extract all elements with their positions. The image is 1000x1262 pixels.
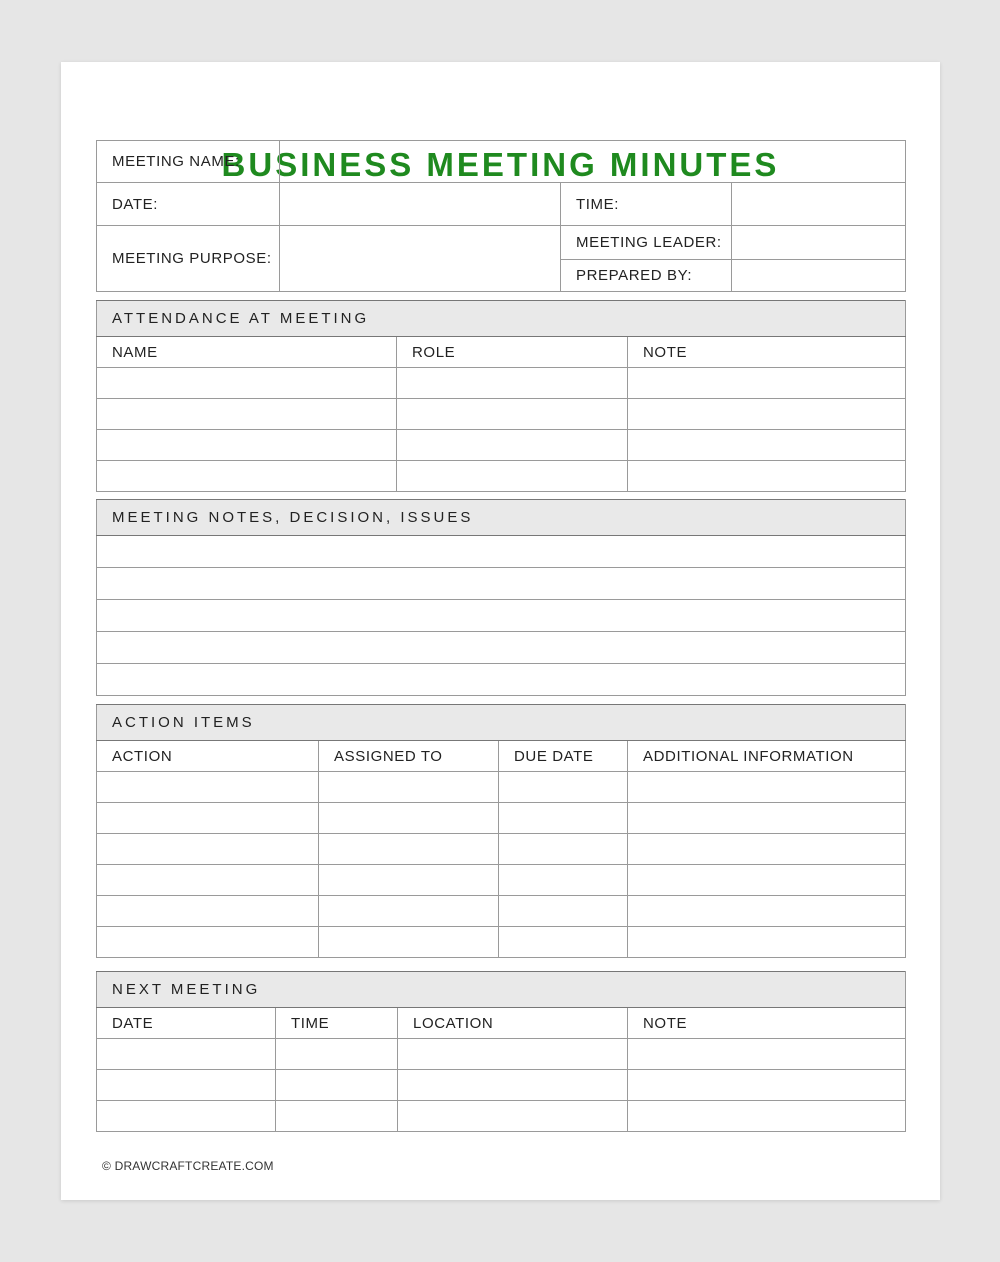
date-label: DATE: bbox=[97, 183, 280, 226]
next-meeting-table bbox=[96, 971, 906, 1132]
next-meeting-section-title: NEXT MEETING bbox=[97, 972, 906, 1008]
copyright-footer: © DRAWCRAFTCREATE.COM bbox=[102, 1159, 274, 1173]
due-date-cell[interactable] bbox=[499, 772, 628, 803]
column-header-action: ACTION bbox=[97, 741, 319, 772]
action-items-section-title: ACTION ITEMS bbox=[97, 705, 906, 741]
due-date-cell[interactable] bbox=[499, 865, 628, 896]
column-header-note: NOTE bbox=[628, 1008, 906, 1039]
note-line-field[interactable] bbox=[97, 536, 906, 568]
additional-info-cell[interactable] bbox=[628, 865, 906, 896]
action-cell[interactable] bbox=[97, 927, 319, 958]
time-cell[interactable] bbox=[276, 1039, 398, 1070]
name-cell[interactable] bbox=[97, 461, 397, 492]
note-cell[interactable] bbox=[628, 461, 906, 492]
note-cell[interactable] bbox=[628, 1039, 906, 1070]
additional-info-cell[interactable] bbox=[628, 896, 906, 927]
assigned-to-cell[interactable] bbox=[319, 834, 499, 865]
date-cell[interactable] bbox=[97, 1039, 276, 1070]
column-header-date: DATE bbox=[97, 1008, 276, 1039]
column-header-assigned-to: ASSIGNED TO bbox=[319, 741, 499, 772]
action-cell[interactable] bbox=[97, 896, 319, 927]
assigned-to-cell[interactable] bbox=[319, 865, 499, 896]
prepared-by-label: PREPARED BY: bbox=[561, 260, 732, 292]
note-line bbox=[97, 536, 906, 568]
column-header-location: LOCATION bbox=[398, 1008, 628, 1039]
role-cell[interactable] bbox=[397, 399, 628, 430]
note-cell[interactable] bbox=[628, 399, 906, 430]
action-cell[interactable] bbox=[97, 834, 319, 865]
note-line bbox=[97, 632, 906, 664]
note-cell[interactable] bbox=[628, 1101, 906, 1132]
column-header-additional-information: ADDITIONAL INFORMATION bbox=[628, 741, 906, 772]
note-line-field[interactable] bbox=[97, 600, 906, 632]
meeting-purpose-label: MEETING PURPOSE: bbox=[97, 226, 280, 292]
time-field[interactable] bbox=[732, 183, 906, 226]
table-row bbox=[97, 927, 906, 958]
action-cell[interactable] bbox=[97, 803, 319, 834]
note-line bbox=[97, 664, 906, 696]
meeting-info-table bbox=[96, 140, 906, 292]
location-cell[interactable] bbox=[398, 1101, 628, 1132]
attendance-section-title: ATTENDANCE AT MEETING bbox=[97, 301, 906, 337]
role-cell[interactable] bbox=[397, 461, 628, 492]
note-line-field[interactable] bbox=[97, 568, 906, 600]
column-header-note: NOTE bbox=[628, 337, 906, 368]
note-cell[interactable] bbox=[628, 430, 906, 461]
note-line bbox=[97, 600, 906, 632]
column-header-name: NAME bbox=[97, 337, 397, 368]
meeting-name-field[interactable] bbox=[280, 141, 906, 183]
date-cell[interactable] bbox=[97, 1101, 276, 1132]
note-line bbox=[97, 568, 906, 600]
time-cell[interactable] bbox=[276, 1070, 398, 1101]
table-row bbox=[97, 896, 906, 927]
name-cell[interactable] bbox=[97, 399, 397, 430]
location-cell[interactable] bbox=[398, 1039, 628, 1070]
note-cell[interactable] bbox=[628, 368, 906, 399]
note-line-field[interactable] bbox=[97, 632, 906, 664]
column-header-due-date: DUE DATE bbox=[499, 741, 628, 772]
additional-info-cell[interactable] bbox=[628, 772, 906, 803]
table-row bbox=[97, 430, 906, 461]
assigned-to-cell[interactable] bbox=[319, 803, 499, 834]
column-header-time: TIME bbox=[276, 1008, 398, 1039]
due-date-cell[interactable] bbox=[499, 803, 628, 834]
role-cell[interactable] bbox=[397, 430, 628, 461]
due-date-cell[interactable] bbox=[499, 834, 628, 865]
date-field[interactable] bbox=[280, 183, 561, 226]
assigned-to-cell[interactable] bbox=[319, 772, 499, 803]
column-header-role: ROLE bbox=[397, 337, 628, 368]
action-items-table bbox=[96, 704, 906, 958]
note-cell[interactable] bbox=[628, 1070, 906, 1101]
due-date-cell[interactable] bbox=[499, 927, 628, 958]
action-cell[interactable] bbox=[97, 865, 319, 896]
meeting-leader-field[interactable] bbox=[732, 226, 906, 260]
meeting-purpose-field[interactable] bbox=[280, 226, 561, 292]
additional-info-cell[interactable] bbox=[628, 927, 906, 958]
additional-info-cell[interactable] bbox=[628, 834, 906, 865]
name-cell[interactable] bbox=[97, 368, 397, 399]
location-cell[interactable] bbox=[398, 1070, 628, 1101]
meeting-leader-label: MEETING LEADER: bbox=[561, 226, 732, 260]
table-row bbox=[97, 1070, 906, 1101]
assigned-to-cell[interactable] bbox=[319, 927, 499, 958]
time-cell[interactable] bbox=[276, 1101, 398, 1132]
table-row bbox=[97, 865, 906, 896]
role-cell[interactable] bbox=[397, 368, 628, 399]
table-row bbox=[97, 803, 906, 834]
page-title: BUSINESS MEETING MINUTES bbox=[221, 146, 780, 183]
notes-section-title: MEETING NOTES, DECISION, ISSUES bbox=[97, 500, 906, 536]
date-cell[interactable] bbox=[97, 1070, 276, 1101]
meeting-notes-table bbox=[96, 499, 906, 696]
prepared-by-field[interactable] bbox=[732, 260, 906, 292]
note-line-field[interactable] bbox=[97, 664, 906, 696]
action-cell[interactable] bbox=[97, 772, 319, 803]
time-label: TIME: bbox=[561, 183, 732, 226]
due-date-cell[interactable] bbox=[499, 896, 628, 927]
meeting-name-label: MEETING NAME: bbox=[97, 141, 280, 183]
name-cell[interactable] bbox=[97, 430, 397, 461]
additional-info-cell[interactable] bbox=[628, 803, 906, 834]
table-row bbox=[97, 834, 906, 865]
attendance-table bbox=[96, 300, 906, 492]
table-row bbox=[97, 1101, 906, 1132]
assigned-to-cell[interactable] bbox=[319, 896, 499, 927]
table-row bbox=[97, 772, 906, 803]
table-row bbox=[97, 1039, 906, 1070]
table-row bbox=[97, 368, 906, 399]
table-row bbox=[97, 461, 906, 492]
table-row bbox=[97, 399, 906, 430]
